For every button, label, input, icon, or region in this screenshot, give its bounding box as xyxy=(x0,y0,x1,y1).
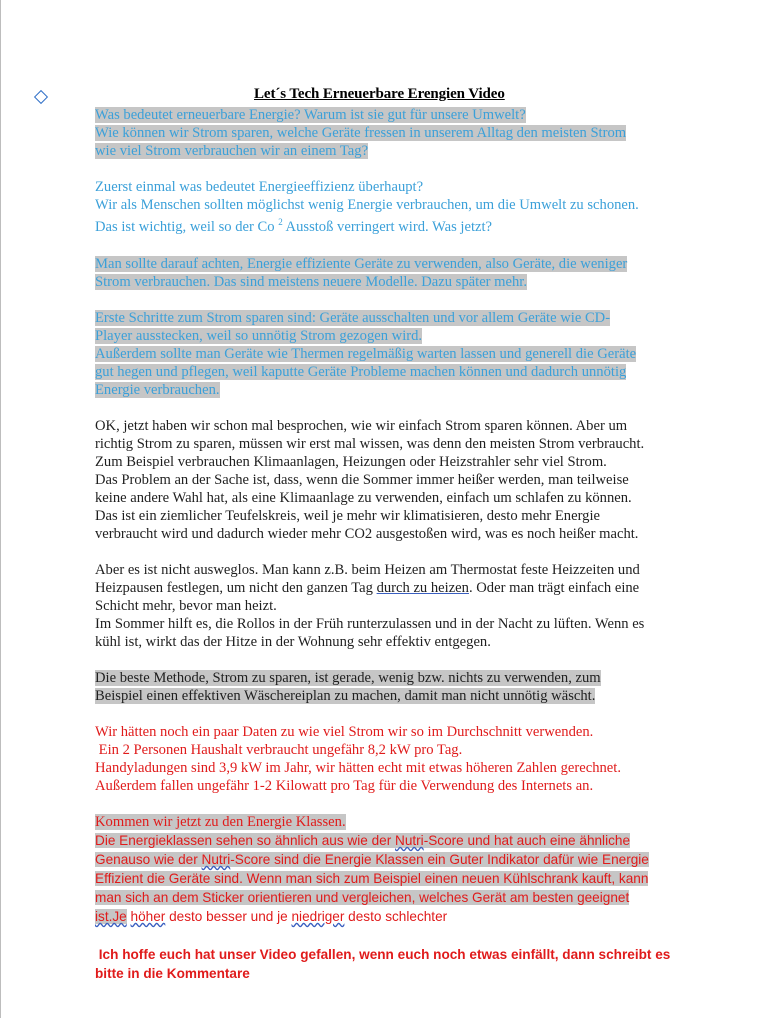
energy-classes-line-5: man sich an dem Sticker orientieren und vergleichen, welches Gerät am besten geeignet xyxy=(95,890,630,905)
data-line-1: Wir hätten noch ein paar Daten zu wie viel Strom wir so im Durchschnitt verwenden. xyxy=(95,724,594,740)
energy-classes-line-6: ist.Je höher desto besser und je niedriger desto schlechter xyxy=(95,909,448,924)
devices-line-1: Man sollte darauf achten, Energie effiziente Geräte zu verwenden, also Geräte, die weniger xyxy=(95,256,628,272)
spelling-squiggle[interactable]: höher xyxy=(130,909,166,924)
energy-classes-line-1: Kommen wir jetzt zu den Energie Klassen. xyxy=(95,814,346,830)
spelling-squiggle[interactable]: niedriger xyxy=(291,909,345,924)
hope-line-4: Im Sommer hilft es, die Rollos in der Früh runterzulassen und in der Nacht zu lüften. Wenn es xyxy=(95,616,645,632)
devices-line-2: Strom verbrauchen. Das sind meistens neuere Modelle. Dazu später mehr. xyxy=(95,274,528,290)
closing-line-1: Ich hoffe euch hat unser Video gefallen, wenn euch noch etwas einfällt, dann schreibt es xyxy=(95,947,671,962)
intro-line-2: Wie können wir Strom sparen, welche Geräte fressen in unserem Alltag den meisten Strom xyxy=(95,125,627,141)
data-line-2: Ein 2 Personen Haushalt verbraucht ungefähr 8,2 kW pro Tag. xyxy=(95,742,463,758)
energy-classes-line-2: Die Energieklassen sehen so ähnlich aus wie der Nutri-Score und hat auch eine ähnliche xyxy=(95,833,631,848)
best-method-line-2: Beispiel einen effektiven Wäschereiplan zu machen, damit man nicht unnötig wäscht. xyxy=(95,688,596,704)
data-line-3: Handyladungen sind 3,9 kW im Jahr, wir hätten echt mit etwas höheren Zahlen gerechnet. xyxy=(95,760,621,776)
consumers-line-1: OK, jetzt haben wir schon mal besprochen, wie wir einfach Strom sparen können. Aber um xyxy=(95,418,628,434)
best-method-line-1: Die beste Methode, Strom zu sparen, ist gerade, wenig bzw. nichts zu verwenden, zum xyxy=(95,670,601,686)
data-line-4: Außerdem fallen ungefähr 1-2 Kilowatt pro Tag für die Verwendung des Internets an. xyxy=(95,778,594,794)
closing-line-2: bitte in die Kommentare xyxy=(95,966,250,981)
first-steps-line-3: Außerdem sollte man Geräte wie Thermen regelmäßig warten lassen und generell die Geräte xyxy=(95,346,637,362)
hope-line-2: Heizpausen festlegen, um nicht den ganzen Tag durch zu heizen. Oder man trägt einfach eine xyxy=(95,580,640,596)
spelling-squiggle[interactable]: Nutri xyxy=(201,852,231,867)
first-steps-line-5: Energie verbrauchen. xyxy=(95,382,220,398)
efficiency-line-1: Zuerst einmal was bedeutet Energieeffizienz überhaupt? xyxy=(95,179,424,195)
paragraph-anchor-icon[interactable] xyxy=(34,90,48,104)
efficiency-line-2: Wir als Menschen sollten möglichst wenig Energie verbrauchen, um die Umwelt zu schonen. xyxy=(95,197,639,213)
document-title: Let´s Tech Erneuerbare Erengien Video xyxy=(254,86,505,102)
intro-line-3: wie viel Strom verbrauchen wir an einem Tag? xyxy=(95,143,369,159)
first-steps-line-2: Player ausstecken, weil so unnötig Strom gezogen wird. xyxy=(95,328,423,344)
efficiency-line-3: Das ist wichtig, weil so der Co $^2$ Ausstoß verringert wird. Was jetzt? xyxy=(95,217,493,235)
intro-line-1: Was bedeutet erneuerbare Energie? Warum ist sie gut für unsere Umwelt? xyxy=(95,107,526,123)
spelling-underline[interactable]: durch zu heizen xyxy=(376,580,469,596)
spelling-squiggle[interactable]: Nutri xyxy=(395,833,424,848)
consumers-line-4: Das Problem an der Sache ist, dass, wenn die Sommer immer heißer werden, man teilweise xyxy=(95,472,629,488)
page-left-edge xyxy=(0,0,1,1018)
spelling-squiggle[interactable]: ist.Je xyxy=(95,909,127,924)
consumers-line-2: richtig Strom zu sparen, müssen wir erst mal wissen, was denn den meisten Strom verbraucht. xyxy=(95,436,645,452)
consumers-line-7: verbraucht wird und dadurch wieder mehr CO2 ausgestoßen wird, was es noch heißer macht. xyxy=(95,526,639,542)
hope-line-1: Aber es ist nicht ausweglos. Man kann z.B. beim Heizen am Thermostat feste Heizzeiten und xyxy=(95,562,640,578)
hope-line-3: Schicht mehr, bevor man heizt. xyxy=(95,598,277,614)
hope-line-5: kühl ist, wirkt das der Hitze in der Wohnung sehr effektiv entgegen. xyxy=(95,634,491,650)
consumers-line-6: Das ist ein ziemlicher Teufelskreis, weil je mehr wir klimatisieren, desto mehr Energie xyxy=(95,508,601,524)
consumers-line-5: keine andere Wahl hat, als eine Klimaanlage zu verwenden, einfach um schlafen zu können. xyxy=(95,490,632,506)
energy-classes-line-3: Genauso wie der Nutri-Score sind die Energie Klassen ein Guter Indikator dafür wie Energie xyxy=(95,852,649,867)
energy-classes-line-4: Effizient die Geräte sind. Wenn man sich zum Beispiel einen neuen Kühlschrank kauft, kann xyxy=(95,871,649,886)
first-steps-line-4: gut hegen und pflegen, weil kaputte Geräte Probleme machen können und dadurch unnötig xyxy=(95,364,627,380)
consumers-line-3: Zum Beispiel verbrauchen Klimaanlagen, Heizungen oder Heizstrahler sehr viel Strom. xyxy=(95,454,607,470)
first-steps-line-1: Erste Schritte zum Strom sparen sind: Geräte ausschalten und vor allem Geräte wie CD- xyxy=(95,310,611,326)
